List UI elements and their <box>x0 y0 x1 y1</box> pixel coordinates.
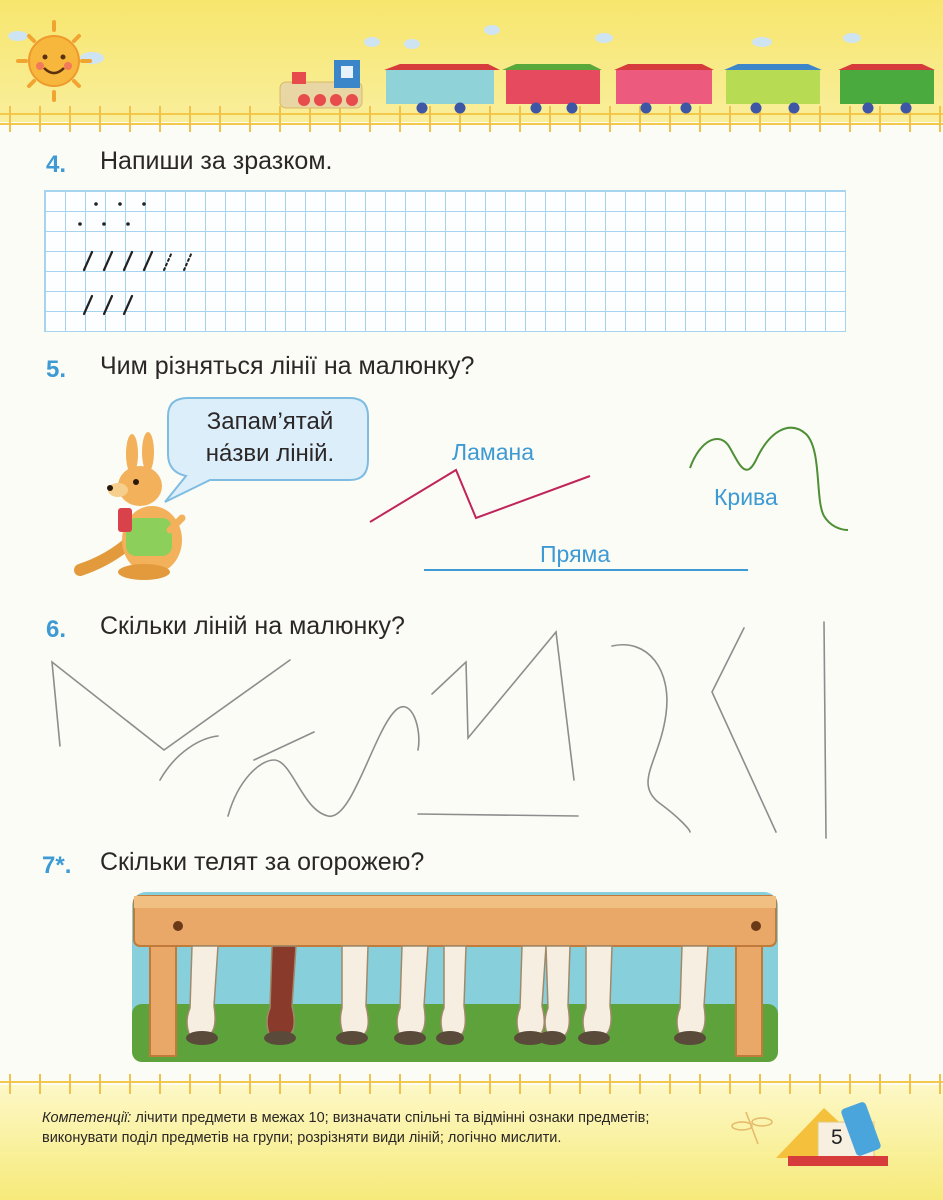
task-text: Скільки ліній на малюнку? <box>100 612 405 640</box>
competencies-body: лічити предмети в межах 10; визначати спільні та відмінні ознаки предметів; виконувати поділ предметів на групи; розрізняти види ліній; логічно мислити. <box>42 1110 650 1146</box>
train-locomotive-icon <box>280 60 362 108</box>
task-text: Напиши за зразком. <box>100 147 333 175</box>
train-wagon-icon <box>724 64 822 114</box>
broken-line-label: Ламана <box>452 439 534 465</box>
task-text: Скільки телят за огорожею? <box>100 848 425 876</box>
train-wagon-icon <box>384 64 500 114</box>
polyline-shape <box>712 628 776 832</box>
page-number: 5 <box>831 1126 843 1149</box>
kangaroo-icon <box>80 432 182 580</box>
straight-segment <box>824 622 826 838</box>
curved-line <box>690 428 848 530</box>
bubble-text <box>172 406 368 470</box>
sample-pattern <box>44 190 214 330</box>
lines-count-figure <box>40 610 880 850</box>
task-number: 4. <box>46 151 67 178</box>
competencies-label: Компетенції: <box>42 1110 132 1126</box>
header-illustration <box>0 0 943 135</box>
bubble-line: на́зви ліній. <box>205 440 335 467</box>
calves-fence-illustration <box>132 892 778 1062</box>
task-text: Чим різняться лінії на малюнку? <box>100 352 475 380</box>
task-number: 6. <box>46 616 67 643</box>
footer-fence-decoration <box>0 1072 943 1096</box>
polyline-shape <box>432 632 574 780</box>
fence-decoration <box>0 114 943 124</box>
curve-shape <box>228 707 419 817</box>
competencies-text <box>42 1108 722 1148</box>
page-number-blocks <box>728 1100 898 1175</box>
straight-line-label: Пряма <box>540 541 611 567</box>
train-wagon-icon <box>502 64 602 114</box>
curve-shape <box>160 736 218 780</box>
straight-segment <box>418 814 578 816</box>
task-number: 5. <box>46 356 67 383</box>
bubble-line: Запам’ятай <box>206 408 334 435</box>
polyline-shape <box>254 732 314 760</box>
polyline-shape <box>52 660 290 750</box>
dragonfly-icon <box>732 1112 772 1144</box>
task-number: 7*. <box>42 852 72 879</box>
curved-line-label: Крива <box>714 484 778 510</box>
broken-line <box>370 470 590 522</box>
curve-shape <box>612 645 690 832</box>
sun-icon <box>18 22 90 100</box>
train-wagon-icon <box>838 64 935 114</box>
